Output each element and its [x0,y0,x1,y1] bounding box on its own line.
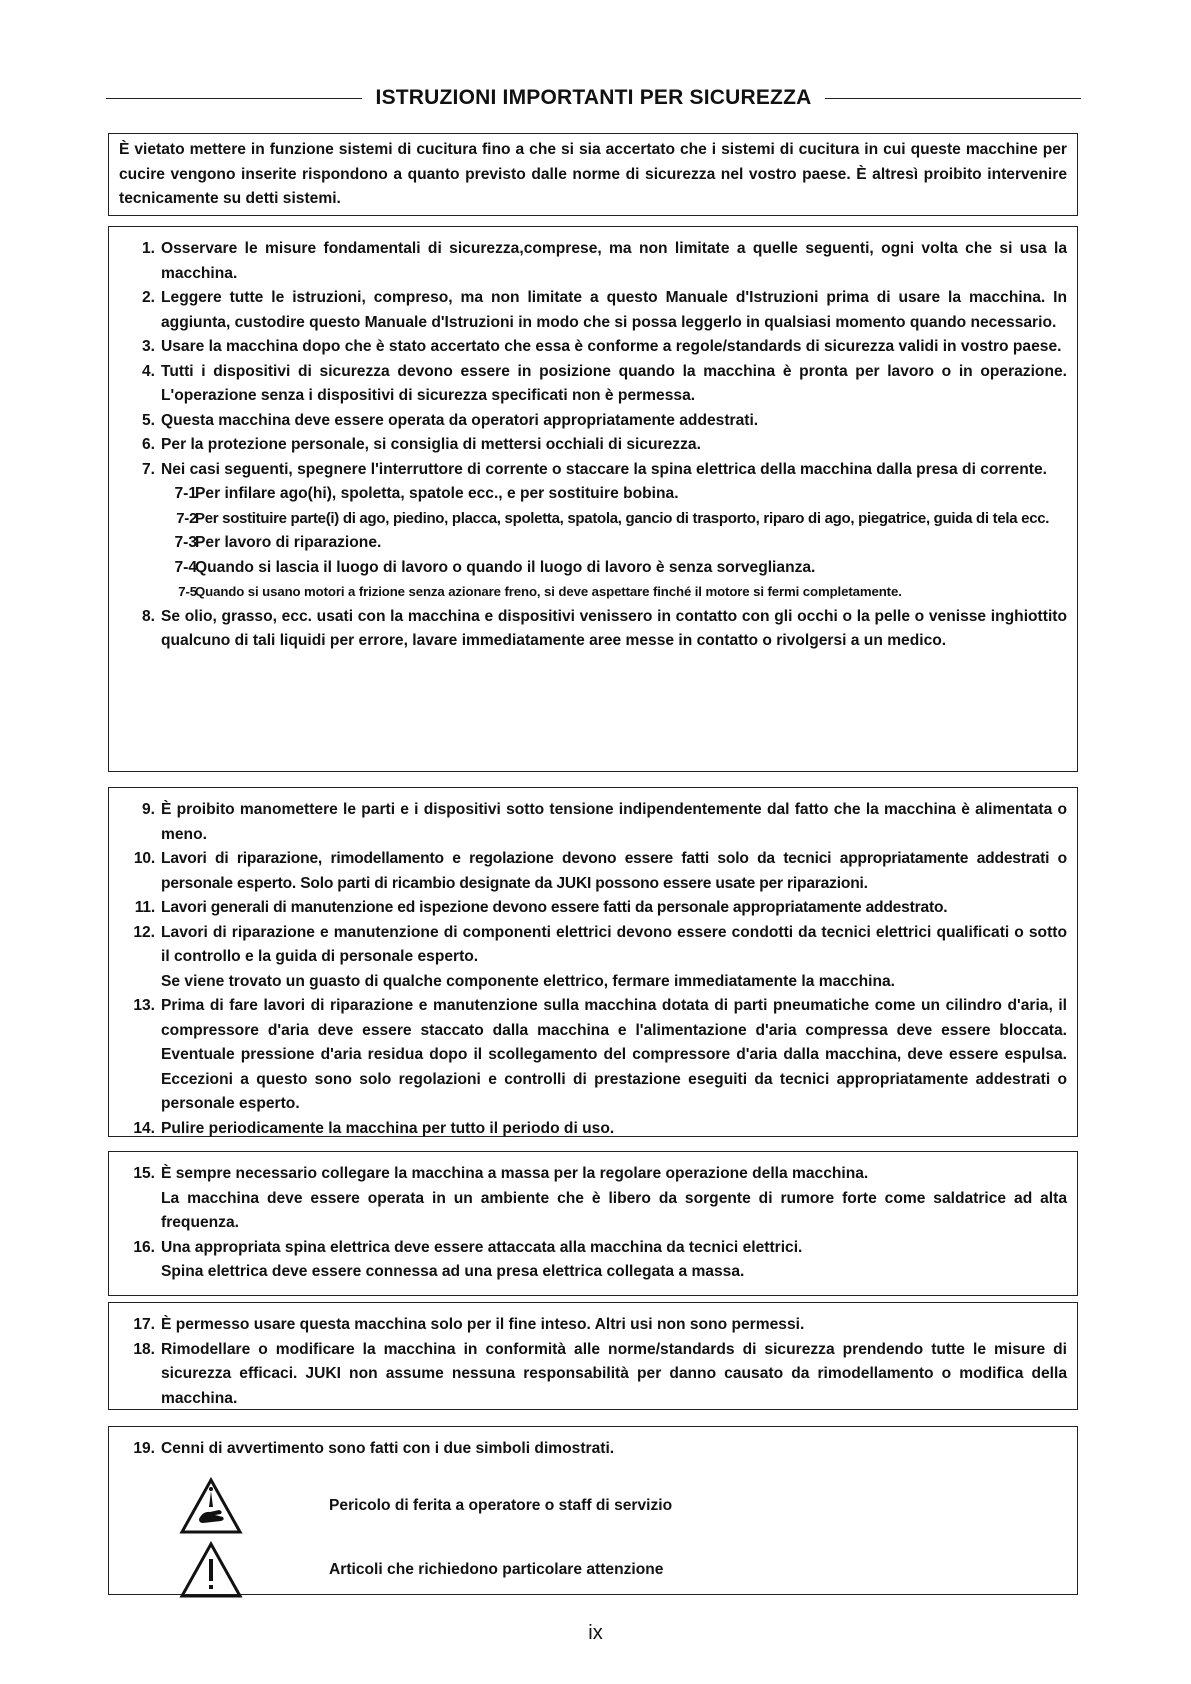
sub-item [161,580,1067,605]
item-text: Lavori di riparazione, rimodellamento e regolazione devono essere fatti solo da tecnici appropriatamente addestrati o personale esperto. Solo parti di ricambio designate da JUKI possono essere usate per riparazioni. [161,850,1067,892]
title-row [106,86,1081,110]
item-number: 19. [133,1440,155,1457]
item-number: 8. [141,607,155,625]
item-number: 1. [141,240,155,257]
page-title: ISTRUZIONI IMPORTANTI PER SICUREZZA [375,86,812,109]
list-item [119,286,1067,335]
sub-item-text: Per infilare ago(hi), spoletta, spatole ecc., e per sostituire bobina. [195,485,679,502]
item-number: 9. [141,801,155,818]
item-number: 18. [133,1340,155,1358]
item-text: È sempre necessario collegare la macchina a massa per la regolare operazione della macchina. [161,1165,869,1182]
sub-item-text: Quando si usano motori a frizione senza azionare freno, si deve aspettare finché il motore si fermi completamente. [195,584,902,599]
item-text: Cenni di avvertimento sono fatti con i due simboli dimostrati. [161,1440,615,1457]
item-number: 3. [141,338,155,355]
list-item [119,237,1067,286]
item-text: Usare la macchina dopo che è stato accertato che essa è conforme a regole/standards di sicurezza validi in vostro paese. [161,338,1062,355]
sub-item [161,507,1067,532]
list-item [119,994,1067,1117]
title-rule-left [106,98,362,99]
list-item [119,360,1067,409]
item-number: 11. [134,899,155,916]
list-item [119,847,1067,896]
item-number: 13. [133,997,155,1014]
list-item [119,605,1067,654]
list-item [119,1313,1067,1338]
symbol-label-attention: Articoli che richiedono particolare attenzione [329,1560,664,1578]
symbol-row-injury [179,1477,673,1535]
sub-item-text: Quando si lascia il luogo di lavoro o quando il luogo di lavoro è senza sorveglianza. [195,558,816,576]
item-extra-text: La macchina deve essere operata in un ambiente che è libero da sorgente di rumore forte come saldatrice ad alta frequenza. [161,1189,1067,1231]
intro-text: È vietato mettere in funzione sistemi di cucitura fino a che si sia accertato che i sistemi di cucitura in cui queste macchine per cucire vengono inserite rispondono a quanto previsto dalle norme di sicurezza nel vostro paese. È altresì proibito intervenire tecnicamente su detti sistemi. [119,141,1067,207]
symbol-row-attention [179,1541,664,1599]
item-text: Per la protezione personale, si consiglia di mettersi occhiali di sicurezza. [161,436,701,453]
item-text: Una appropriata spina elettrica deve essere attaccata alla macchina da tecnici elettrici. [161,1238,803,1256]
item-text: Leggere tutte le istruzioni, compreso, ma non limitate a questo Manuale d'Istruzioni prima di usare la macchina. In aggiunta, custodire questo Manuale d'Istruzioni in modo che si possa leggerlo in qualsiasi momento quando necessario. [161,289,1067,331]
item-text: Lavori generali di manutenzione ed ispezione devono essere fatti da personale appropriatamente addestrato. [161,899,948,916]
item-text: Nei casi seguenti, spegnere l'interruttore di corrente o staccare la spina elettrica della macchina dalla presa di corrente. [161,460,1047,478]
item-text: Tutti i dispositivi di sicurezza devono essere in posizione quando la macchina è pronta per lavoro o in operazione. L'operazione senza i dispositivi di sicurezza specificati non è permessa. [161,362,1067,404]
item-number: 10. [133,850,155,867]
intro-box [108,133,1078,216]
safety-section-3 [108,1151,1078,1296]
item-number: 17. [133,1316,155,1333]
list-item [119,798,1067,847]
item-text: Prima di fare lavori di riparazione e manutenzione sulla macchina dotata di parti pneumatiche come un cilindro d'aria, il compressore d'aria deve essere staccato dalla macchina e l'alimentazione d'aria compressa deve essere bloccata. Eventuale pressione d'aria residua dopo il scollegamento del compressore d'aria dalla macchina, deve essere espulsa. Eccezioni a questo sono solo regolazioni e controlli di prestazione eseguiti da tecnici appropriatamente addestrati o personale esperto. [161,997,1067,1112]
sub-item-number: 7-5 [178,584,197,599]
item-text: Osservare le misure fondamentali di sicurezza,comprese, ma non limitate a quelle seguenti, ogni volta che si usa la macchina. [161,240,1067,282]
page-number: ix [588,1622,603,1644]
list-item [119,1338,1067,1412]
list-item [119,1437,1067,1462]
item-extra-text: Spina elettrica deve essere connessa ad una presa elettrica collegata a massa. [161,1263,745,1280]
list-item [119,1162,1067,1236]
safety-section-2 [108,787,1078,1137]
list-item [119,433,1067,458]
item-text: È proibito manomettere le parti e i dispositivi sotto tensione indipendentemente dal fatto che la macchina è alimentata o meno. [161,801,1067,843]
sub-item-number: 7-2 [176,509,197,527]
sub-item [161,556,1067,581]
item-number: 15. [133,1165,155,1182]
item-number: 12. [133,923,155,941]
list-item [119,896,1067,921]
item-text: È permesso usare questa macchina solo per il fine inteso. Altri usi non sono permessi. [161,1316,805,1333]
item-number: 7. [141,460,155,478]
list-item [119,1236,1067,1285]
sub-item [161,482,1067,507]
sub-item-text: Per lavoro di riparazione. [195,534,382,551]
list-item [119,335,1067,360]
safety-section-4 [108,1302,1078,1410]
symbol-label-injury: Pericolo di ferita a operatore o staff di servizio [329,1496,673,1514]
item-number: 2. [141,289,155,306]
item-text: Questa macchina deve essere operata da operatori appropriatamente addestrati. [161,411,759,429]
item-text: Pulire periodicamente la macchina per tutto il periodo di uso. [161,1119,615,1137]
item-text: Rimodellare o modificare la macchina in conformità alle norme/standards di sicurezza prendendo tutte le misure di sicurezza efficaci. JUKI non assume nessuna responsabilità per danno causato da rimodellamento o modifica della macchina. [161,1340,1067,1407]
safety-section-1 [108,226,1078,772]
safety-section-5 [108,1426,1078,1595]
sub-item-number: 7-3 [174,534,197,551]
item-number: 16. [133,1238,155,1256]
item-number: 14. [133,1119,155,1137]
exclamation-warning-icon [179,1541,243,1599]
list-item [119,921,1067,995]
sub-item-number: 7-4 [174,558,197,576]
item-text: Lavori di riparazione e manutenzione di componenti elettrici devono essere condotti da tecnici elettrici qualificati o sotto il controllo e la guida di personale esperto. [161,923,1067,965]
sub-item-text: Per sostituire parte(i) di ago, piedino, placca, spoletta, spatola, gancio di trasporto, riparo di ago, piegatrice, guida di tela ecc. [195,509,1050,527]
item-number: 4. [141,362,155,380]
item-extra-text: Se viene trovato un guasto di qualche componente elettrico, fermare immediatamente la macchina. [161,972,895,990]
list-item [119,458,1067,605]
item-number: 5. [141,411,155,429]
item-text: Se olio, grasso, ecc. usati con la macchina e dispositivi venissero in contatto con gli occhi o la pelle o venisse inghiottito qualcuno di tali liquidi per errore, lavare immediatamente aree messe in contatto o rivolgersi a un medico. [161,607,1067,649]
title-rule-right [825,98,1081,99]
sub-item-number: 7-1 [174,485,197,502]
list-item [119,409,1067,434]
hand-injury-warning-icon [179,1477,243,1535]
item-number: 6. [141,436,155,453]
sub-item [161,531,1067,556]
list-item [119,1117,1067,1142]
